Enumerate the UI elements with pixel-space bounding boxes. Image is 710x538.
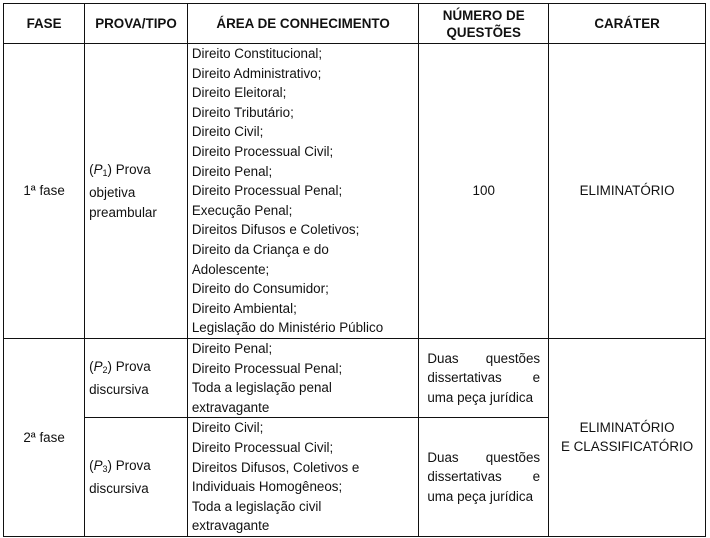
fase1-prova xyxy=(85,44,188,339)
fase2-carater-line2: E CLASSIFICATÓRIO xyxy=(560,439,694,455)
header-prova-tipo: PROVA/TIPO xyxy=(85,4,188,44)
fase1-areas xyxy=(187,44,418,339)
fase2-p2-numero-line1: Duas questões xyxy=(427,350,541,366)
fase2-carater-line1: ELIMINATÓRIO xyxy=(579,419,675,435)
fase1-label: 1ª fase xyxy=(4,44,85,339)
list-item: Direito Tributário; xyxy=(191,104,294,120)
table-header-row xyxy=(4,4,706,44)
fase1-prova-line1: $(P_1)$ Prova xyxy=(89,161,151,178)
exam-structure-table xyxy=(3,3,706,537)
fase2-p3-numero-line2: dissertativas e xyxy=(427,469,541,485)
fase2-p2-prova-line1: $(P_2)$ Prova xyxy=(89,358,151,375)
fase1-prova-line3: preambular xyxy=(89,204,157,220)
list-item: Toda a legislação civil xyxy=(191,498,322,514)
fase2-p2-numero xyxy=(419,339,549,418)
fase2-p3-prova-line2: discursiva xyxy=(89,481,149,497)
header-numero xyxy=(419,4,549,44)
list-item: Direito Civil; xyxy=(191,124,264,140)
fase2-p3-numero-line3: uma peça jurídica xyxy=(427,488,534,504)
list-item: Toda a legislação penal xyxy=(191,380,332,396)
table-row-fase2-p2 xyxy=(4,339,706,418)
list-item: extravagante xyxy=(191,399,270,415)
fase2-p2-prova-line2: discursiva xyxy=(89,382,149,398)
list-item: Direito Processual Penal; xyxy=(191,360,343,376)
fase2-p2-prova xyxy=(85,339,188,418)
fase2-p3-numero xyxy=(419,418,549,537)
list-item: Direitos Difusos e Coletivos; xyxy=(191,222,360,238)
list-item: Direito do Consumidor; xyxy=(191,281,329,297)
list-item: Direito Eleitoral; xyxy=(191,85,287,101)
fase2-p3-prova-line1: $(P_3)$ Prova xyxy=(89,457,151,474)
header-fase: FASE xyxy=(4,4,85,44)
header-numero-line1: NÚMERO DE xyxy=(442,7,525,23)
table-row-fase1 xyxy=(4,44,706,339)
list-item: extravagante xyxy=(191,518,270,534)
fase1-carater: ELIMINATÓRIO xyxy=(549,44,706,339)
list-item: Direito Processual Civil; xyxy=(191,144,334,160)
list-item: Direito Penal; xyxy=(191,341,273,356)
fase2-p3-prova xyxy=(85,418,188,537)
list-item: Direitos Difusos, Coletivos e xyxy=(191,459,360,475)
list-item: Direito Penal; xyxy=(191,163,273,179)
list-item: Direito Administrativo; xyxy=(191,65,322,81)
fase2-p2-numero-line2: dissertativas e xyxy=(427,370,541,386)
list-item: Legislação do Ministério Público xyxy=(191,320,384,336)
list-item: Individuais Homogêneos; xyxy=(191,479,343,495)
header-area: ÁREA DE CONHECIMENTO xyxy=(187,4,418,44)
fase2-p3-areas xyxy=(187,418,418,537)
fase2-label: 2ª fase xyxy=(4,339,85,537)
header-carater: CARÁTER xyxy=(549,4,706,44)
list-item: Direito Constitucional; xyxy=(191,46,323,62)
fase2-p2-numero-line3: uma peça jurídica xyxy=(427,389,534,405)
list-item: Direito Processual Penal; xyxy=(191,183,343,199)
list-item: Direito da Criança e do xyxy=(191,241,329,257)
list-item: Direito Civil; xyxy=(191,420,264,436)
fase1-prova-line2: objetiva xyxy=(89,185,136,201)
fase1-numero: 100 xyxy=(419,44,549,339)
fase2-carater xyxy=(549,339,706,537)
list-item: Direito Ambiental; xyxy=(191,300,297,316)
fase2-p3-numero-line1: Duas questões xyxy=(427,449,541,465)
list-item: Execução Penal; xyxy=(191,202,293,218)
list-item: Adolescente; xyxy=(191,261,270,277)
fase2-p2-areas xyxy=(187,339,418,418)
list-item: Direito Processual Civil; xyxy=(191,439,334,455)
header-numero-line2: QUESTÕES xyxy=(446,24,521,40)
